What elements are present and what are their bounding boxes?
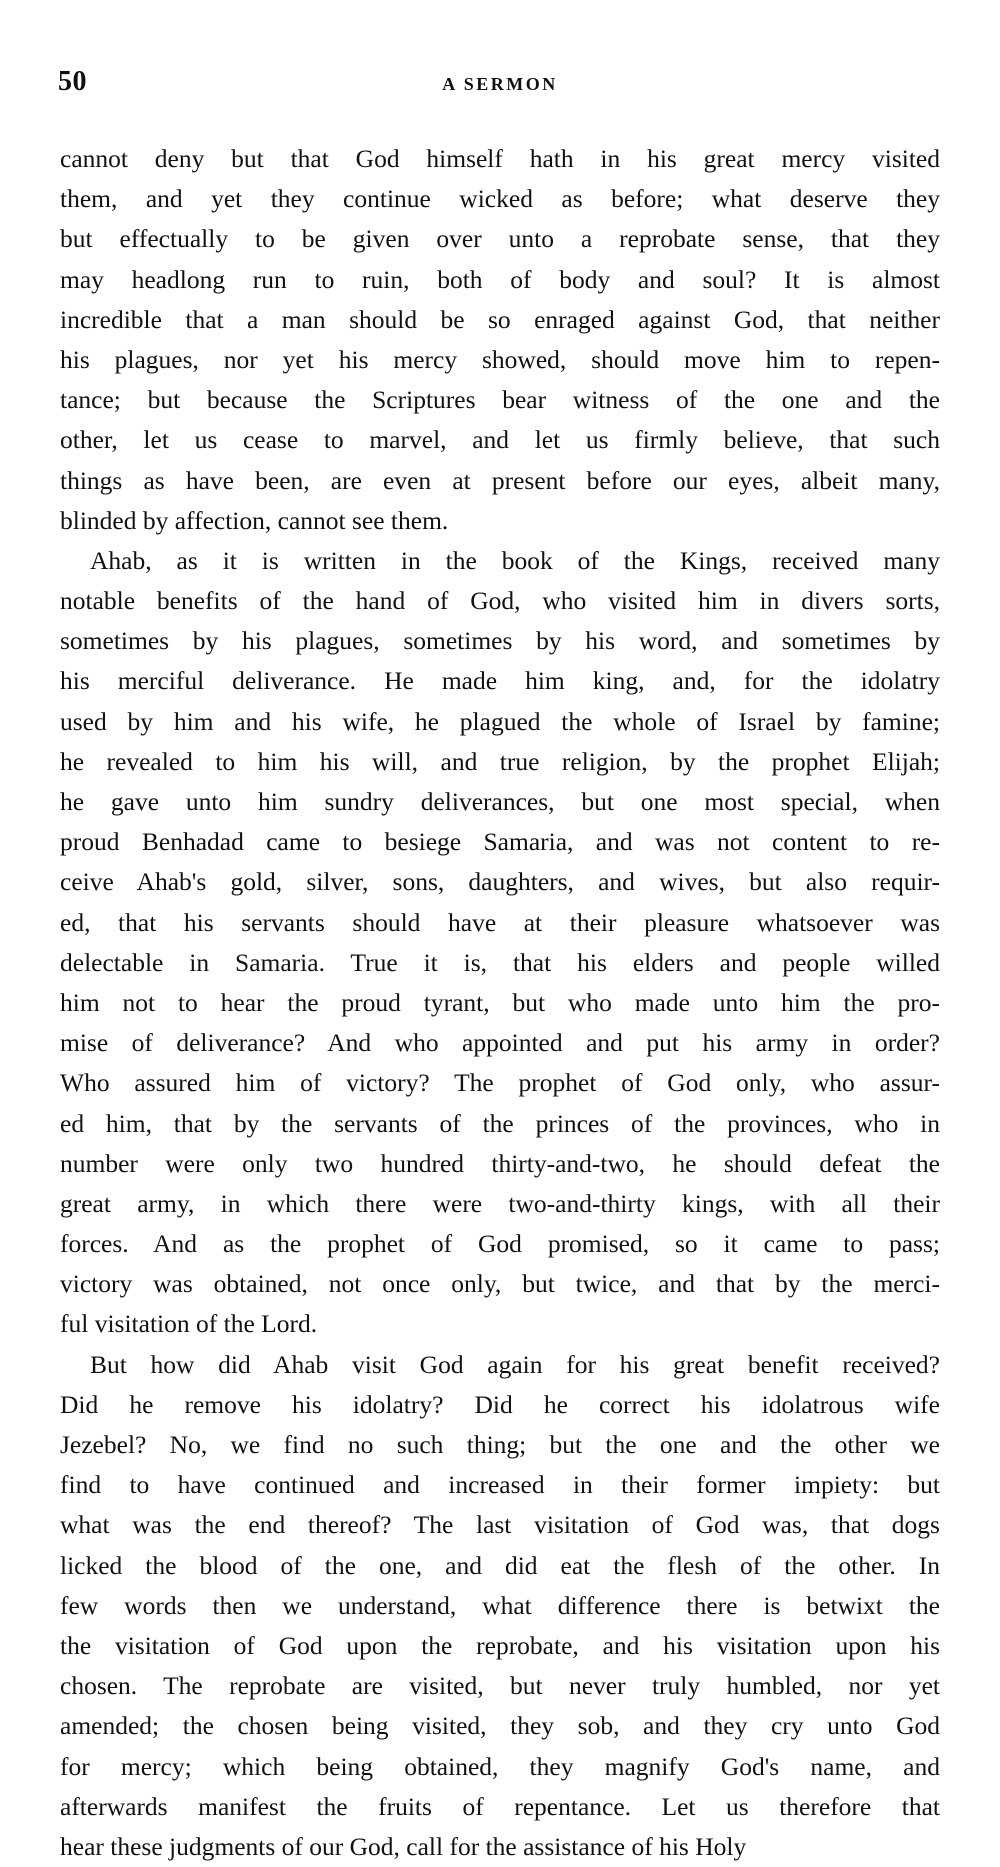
text-line: afterwards manifest the fruits of repentance. Let us therefore that: [60, 1791, 940, 1821]
text-line: great army, in which there were two-and-thirty kings, with all their: [60, 1188, 940, 1218]
text-line: he revealed to him his will, and true religion, by the prophet Elijah;: [60, 746, 940, 776]
text-line: forces. And as the prophet of God promised, so it came to pass;: [60, 1229, 940, 1259]
text-line: But how did Ahab visit God again for his great benefit received?: [90, 1349, 940, 1379]
text-line: Who assured him of victory? The prophet of God only, who assur-: [60, 1068, 940, 1098]
text-line: he gave unto him sundry deliverances, but one most special, when: [60, 787, 940, 816]
text-line: victory was obtained, not once only, but twice, and that by the merci-: [60, 1269, 940, 1299]
text-line: blinded by affection, cannot see them.: [60, 505, 449, 535]
text-line: delectable in Samaria. True it is, that his elders and people willed: [60, 947, 940, 977]
text-line: chosen. The reprobate are visited, but never truly humbled, nor yet: [60, 1671, 940, 1701]
text-line: may headlong run to ruin, both of body and soul? It is almost: [60, 264, 940, 294]
text-line: Ahab, as it is written in the book of the Kings, received many: [90, 545, 940, 575]
text-line: ed, that his servants should have at their pleasure whatsoever was: [60, 907, 940, 937]
text-line: his merciful deliverance. He made him king, and, for the idolatry: [60, 666, 940, 696]
paragraph: [60, 541, 940, 1345]
text-line: used by him and his wife, he plagued the whole of Israel by famine;: [60, 706, 940, 736]
text-line: cannot deny but that God himself hath in his great mercy visited: [60, 144, 940, 173]
running-title: A SERMON: [442, 74, 558, 94]
text-line: proud Benhadad came to besiege Samaria, and was not content to re-: [60, 827, 940, 857]
text-line: licked the blood of the one, and did eat the flesh of the other. In: [60, 1550, 940, 1580]
text-line: sometimes by his plagues, sometimes by his word, and sometimes by: [60, 626, 940, 656]
text-line: incredible that a man should be so enraged against God, that neither: [60, 304, 940, 334]
text-line: the visitation of God upon the reprobate, and his visitation upon his: [60, 1630, 940, 1660]
page-number: 50: [58, 66, 87, 97]
text-line: amended; the chosen being visited, they sob, and they cry unto God: [60, 1711, 940, 1741]
text-line: what was the end thereof? The last visitation of God was, that dogs: [60, 1510, 940, 1540]
text-line: find to have continued and increased in their former impiety: but: [60, 1470, 940, 1500]
text-line: hear these judgments of our God, call for the assistance of his Holy: [60, 1831, 747, 1861]
text-line: Jezebel? No, we find no such thing; but the one and the other we: [60, 1430, 940, 1459]
text-line: other, let us cease to marvel, and let us firmly believe, that such: [60, 425, 940, 455]
text-line: few words then we understand, what difference there is betwixt the: [60, 1590, 940, 1620]
running-head: [58, 66, 942, 106]
text-line: him not to hear the proud tyrant, but who made unto him the pro-: [60, 987, 940, 1017]
text-line: mise of deliverance? And who appointed and put his army in order?: [60, 1028, 940, 1058]
paragraph: [60, 1345, 940, 1867]
text-line: but effectually to be given over unto a reprobate sense, that they: [60, 224, 940, 254]
sermon-body-text: [60, 139, 940, 1867]
text-line: Did he remove his idolatry? Did he correct his idolatrous wife: [60, 1389, 940, 1419]
text-line: ful visitation of the Lord.: [60, 1309, 318, 1339]
text-line: them, and yet they continue wicked as before; what deserve they: [60, 184, 940, 214]
text-line: number were only two hundred thirty-and-two, he should defeat the: [60, 1148, 940, 1178]
text-line: things as have been, are even at present before our eyes, albeit many,: [60, 465, 940, 495]
text-line: ed him, that by the servants of the princes of the provinces, who in: [60, 1108, 940, 1138]
text-line: notable benefits of the hand of God, who visited him in divers sorts,: [60, 586, 940, 616]
text-line: tance; but because the Scriptures bear witness of the one and the: [60, 385, 940, 415]
text-line: for mercy; which being obtained, they magnify God's name, and: [60, 1751, 940, 1781]
paragraph: [60, 139, 940, 541]
text-line: ceive Ahab's gold, silver, sons, daughters, and wives, but also requir-: [60, 867, 940, 897]
text-line: his plagues, nor yet his mercy showed, should move him to repen-: [60, 344, 940, 374]
